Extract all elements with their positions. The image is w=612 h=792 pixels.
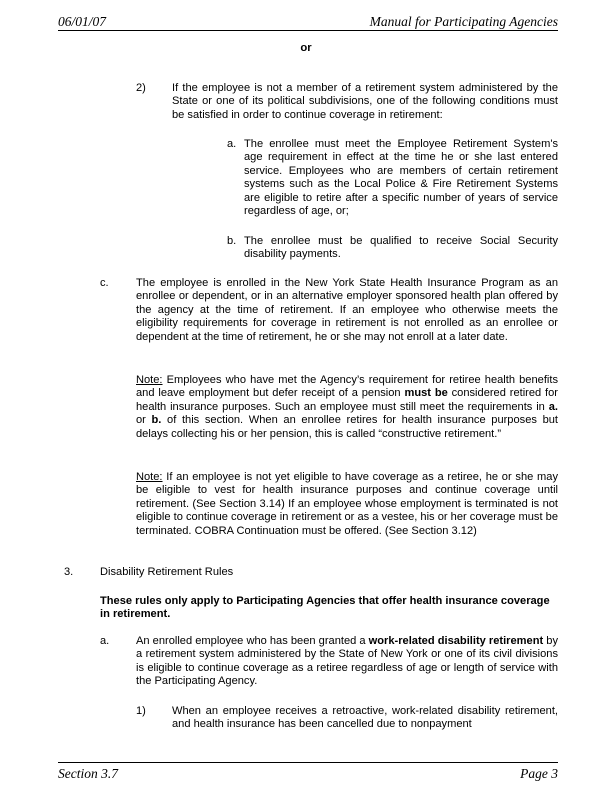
bold-notice: These rules only apply to Participating Agencies that offer health insurance coverage in retirement. xyxy=(100,595,550,621)
footer-page-number: Page 3 xyxy=(520,766,558,781)
item-2a-text: The enrollee must meet the Employee Retirement System's age requirement in effect at the time he or she last entered service. Employees who are members of certain retirement systems such as the Local Police & Fire Retirement Systems are eligible to retire after a specific number of years of service regardless of age, or; xyxy=(244,138,558,218)
item-2-text: If the employee is not a member of a retirement system administered by the State or one of its political subdivisions, one of the following conditions must be satisfied in order to continue coverage in retirement: xyxy=(172,82,558,121)
item-c-letter: c. xyxy=(100,277,109,289)
item-2a-number: a. xyxy=(227,138,237,150)
item-3a-text: An enrolled employee who has been granted a work-related disability retirement by a retirement system administered by the State of New York or one of its civil divisions is eligible to continue coverage as a retiree regardless of age or length of service with the Participating Agency. xyxy=(136,635,558,688)
item-c-text: The employee is enrolled in the New York State Health Insurance Program as an enrollee or dependent, or in an alternative employer sponsored health plan offered by the agency at the time of retirement. If an employee who otherwise meets the eligibility requirements for coverage in retirement is not enrolled as an enrollee or dependent at the time of retirement, he or she may not enroll at a later date. xyxy=(136,277,558,343)
item-2b-text: The enrollee must be qualified to receive Social Security disability payments. xyxy=(244,235,558,261)
item-3a1-text: When an employee receives a retroactive, work-related disability retirement, and health insurance has been cancelled due to nonpayment xyxy=(172,705,558,731)
note-constructive-retirement: Note: Employees who have met the Agency’s requirement for retiree health benefits and leave employment but defer receipt of a pension must be considered retired for health insurance purposes. Such an employee must still meet the requirements in a. or b. of this section. When an enrollee retires for health insurance purposes but delays collecting his or her pension, this is called “constructive retirement.” xyxy=(136,374,558,440)
note-label: Note: xyxy=(136,471,163,483)
item-3-number: 3. xyxy=(64,566,74,578)
footer-section: Section 3.7 xyxy=(58,766,118,781)
item-3-title: Disability Retirement Rules xyxy=(100,566,234,578)
page-footer xyxy=(58,762,558,783)
header-date: 06/01/07 xyxy=(58,14,107,29)
item-3a1-number: 1) xyxy=(136,705,146,717)
item-2-number: 2) xyxy=(136,82,146,94)
note-label: Note: xyxy=(136,374,163,386)
page-header xyxy=(58,12,558,31)
or-separator: or xyxy=(300,42,312,54)
header-title: Manual for Participating Agencies xyxy=(369,14,558,29)
item-2b-number: b. xyxy=(227,235,237,247)
item-3a-letter: a. xyxy=(100,635,110,647)
note-vesting: Note: If an employee is not yet eligible to have coverage as a retiree, he or she may be eligible to vest for health insurance purposes and continue coverage until retirement. (See Section 3.14) If an employee whose employment is terminated is not eligible to continue coverage in retirement or as a vestee, his or her coverage must be terminated. COBRA Continuation must be offered. (See Section 3.12) xyxy=(136,471,558,537)
